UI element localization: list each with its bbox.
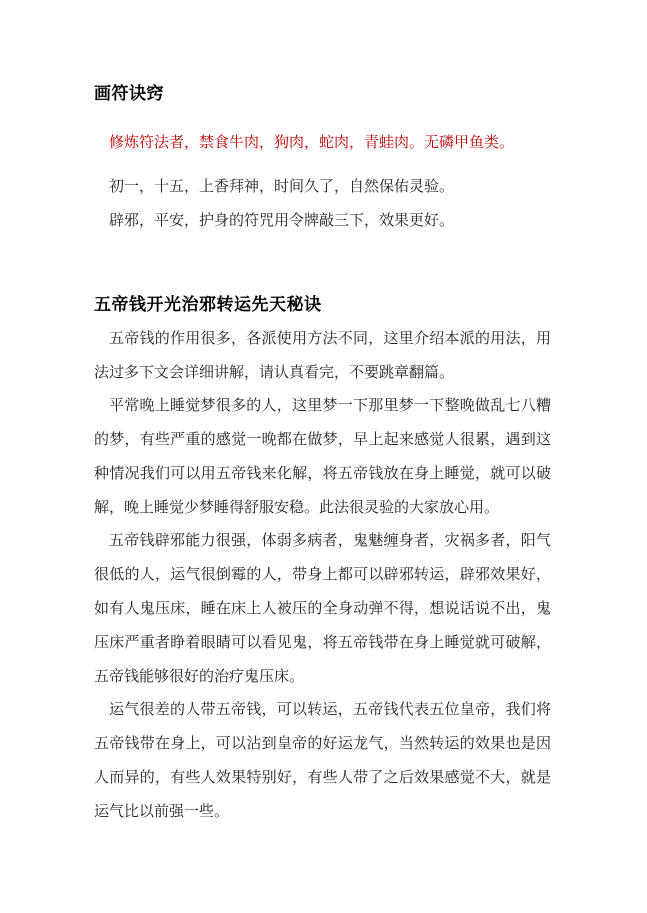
section-heading-five-emperor-coins: 五帝钱开光治邪转运先天秘诀: [94, 295, 322, 314]
section-heading-talisman-tips: 画符诀窍: [94, 84, 164, 103]
paragraph-coins-luck-transfer: 运气很差的人带五帝钱，可以转运，五帝钱代表五位皇帝，我们将五帝钱带在身上，可以沾到皇帝的好运龙气，当然转运的效果也是因人而异的，有些人效果特别好，有些人带了之后效果感觉不大，就是运气比以前强一些。: [94, 701, 551, 820]
paragraph-coins-evil-warding: 五帝钱辟邪能力很强，体弱多病者，鬼魅缠身者，灾祸多者，阳气很低的人，运气很倒霉的人，带身上都可以辟邪转运，辟邪效果好，如有人鬼压床，睡在床上人被压的全身动弹不得，想说话说不出，鬼压床严重者睁着眼睛可以看见鬼，将五帝钱带在身上睡觉就可破解，五帝钱能够很好的治疗鬼压床。: [94, 532, 551, 685]
paragraph-incense-worship-tip: 初一，十五，上香拜神，时间久了，自然保佑灵验。: [109, 178, 455, 195]
paragraph-coins-dream-remedy: 平常晚上睡觉梦很多的人，这里梦一下那里梦一下整晚做乱七八糟的梦，有些严重的感觉一晚都在做梦，早上起来感觉人很累，遇到这种情况我们可以用五帝钱来化解，将五帝钱放在身上睡觉，就可以破解，晚上睡觉少梦睡得舒服安稳。此法很灵验的大家放心用。: [94, 397, 551, 516]
section-talisman-tips: [94, 82, 551, 238]
section-five-emperor-coins: [94, 293, 551, 829]
paragraph-coins-intro: 五帝钱的作用很多，各派使用方法不同，这里介绍本派的用法，用法过多下文会详细讲解，请认真看完，不要跳章翻篇。: [94, 330, 551, 381]
paragraph-dietary-taboo-warning: 修炼符法者，禁食牛肉，狗肉，蛇肉，青蛙肉。无磷甲鱼类。: [109, 134, 515, 151]
paragraph-token-knock-tip: 辟邪，平安，护身的符咒用令牌敲三下，效果更好。: [109, 212, 455, 229]
